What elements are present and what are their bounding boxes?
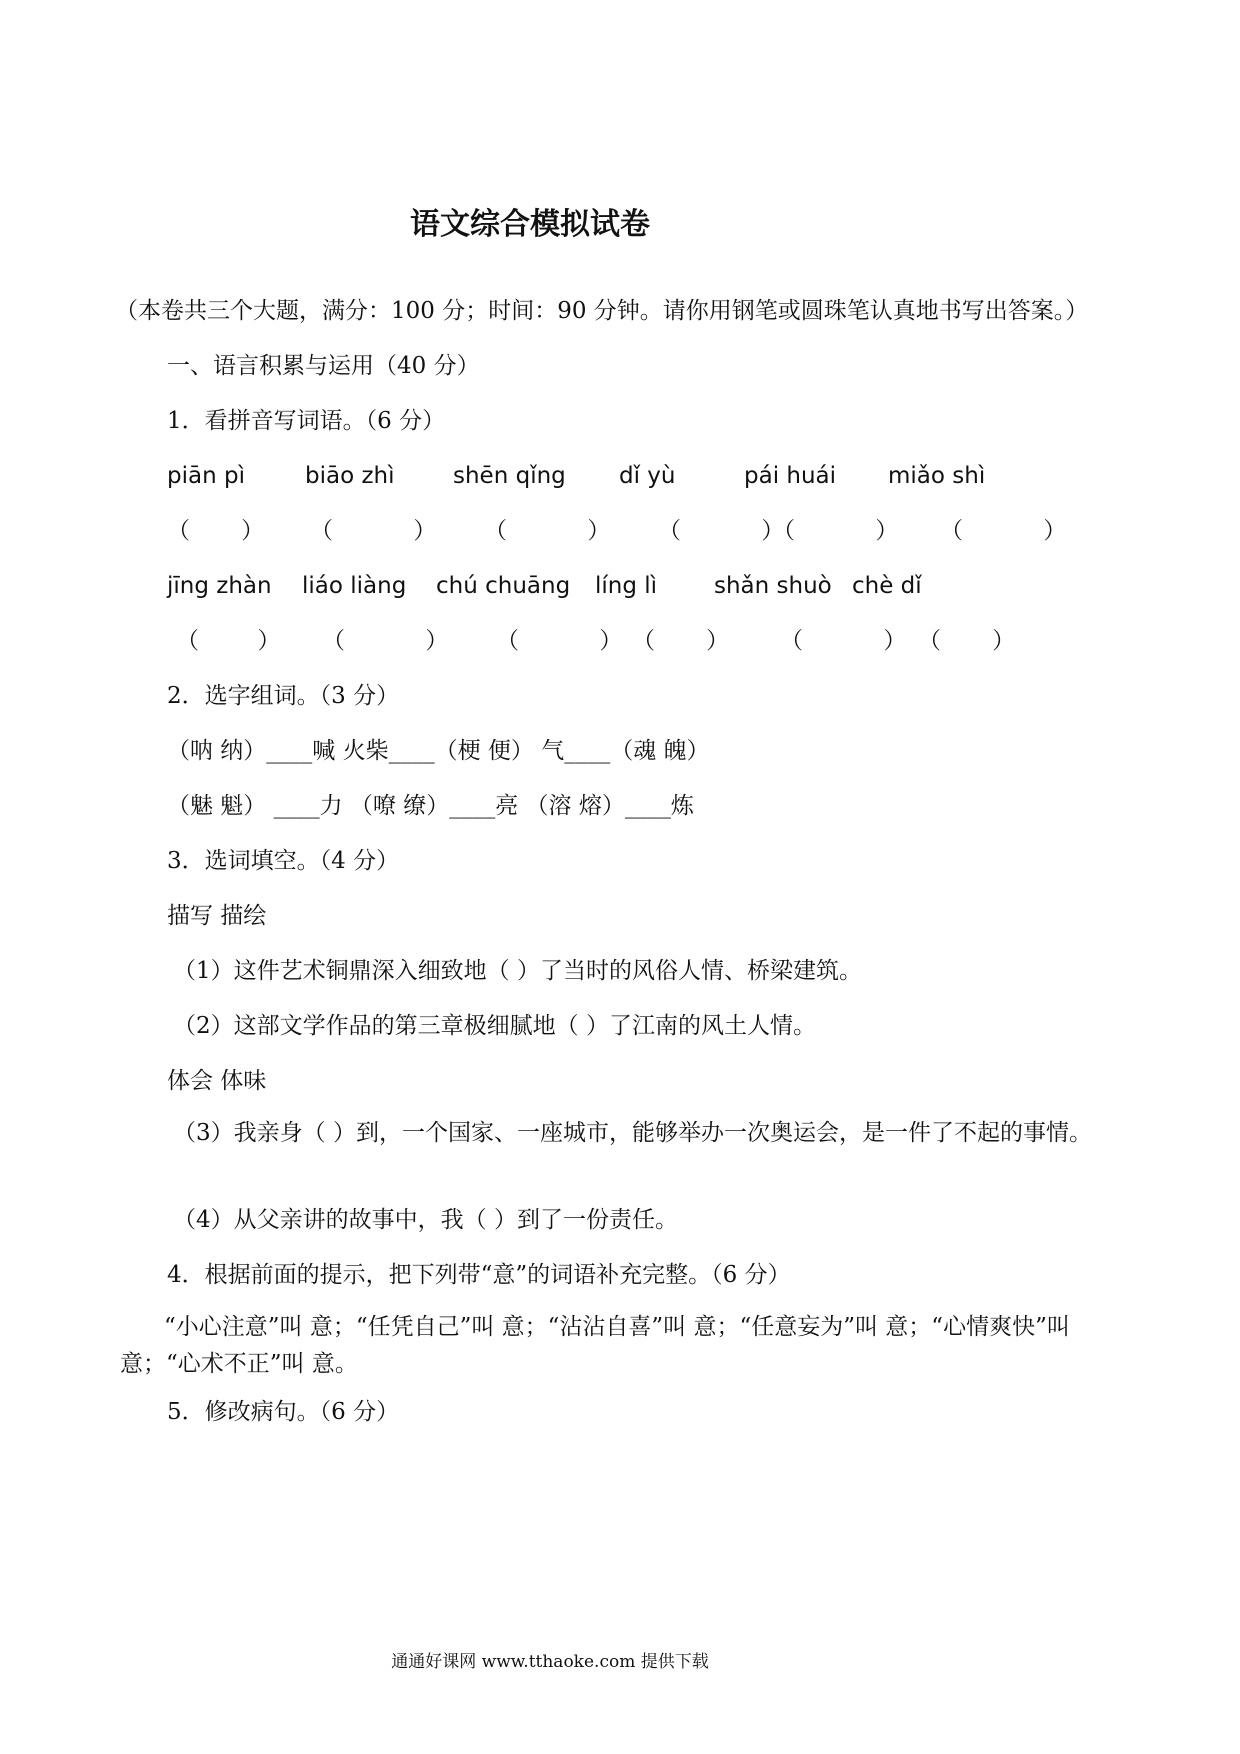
word-choices: 体会 体味 xyxy=(167,1068,267,1094)
section-heading: 一、语言积累与运用（40 分） xyxy=(167,353,480,379)
pinyin-item: jīng zhàn xyxy=(167,573,272,599)
pinyin-item: shēn qǐng xyxy=(453,463,566,489)
question-2-line: （魅 魁） ____力 （嘹 缭）____亮 （溶 熔）____炼 xyxy=(167,793,694,819)
question-3-heading: 3．选词填空。（4 分） xyxy=(167,848,400,874)
question-2-heading: 2．选字组词。（3 分） xyxy=(167,683,400,709)
question-3-sentence: （3）我亲身（ ）到，一个国家、一座城市，能够举办一次奥运会，是一件了不起的事情。 xyxy=(173,1120,1092,1146)
pinyin-item: chú chuāng xyxy=(436,573,571,599)
answer-blank[interactable]: （ ） xyxy=(167,518,265,544)
question-2-line: （呐 纳）____喊 火柴____（梗 便） 气____（魂 魄） xyxy=(167,738,710,764)
word-choices: 描写 描绘 xyxy=(167,903,267,929)
answer-blank[interactable]: （ ） xyxy=(496,628,623,654)
pinyin-item: miǎo shì xyxy=(888,463,986,489)
pinyin-item: dǐ yù xyxy=(619,463,676,489)
question-3-sentence: （2）这部文学作品的第三章极细腻地（ ）了江南的风土人情。 xyxy=(173,1013,816,1039)
pinyin-item: liáo liàng xyxy=(302,573,407,599)
question-3-sentence: （4）从父亲讲的故事中，我（ ）到了一份责任。 xyxy=(173,1207,678,1233)
answer-blank[interactable]: （ ） xyxy=(632,628,730,654)
pinyin-item: líng lì xyxy=(595,573,658,599)
answer-blank[interactable]: （ ） xyxy=(310,518,437,544)
page-footer: 通通好课网 www.tthaoke.com 提供下载 xyxy=(391,1652,709,1672)
pinyin-item: piān pì xyxy=(167,463,245,489)
answer-blank[interactable]: （ ） xyxy=(658,518,785,544)
answer-blank[interactable]: （ ） xyxy=(918,628,1016,654)
pinyin-item: shǎn shuò xyxy=(714,573,832,599)
answer-blank[interactable]: （ ） xyxy=(772,518,899,544)
page-title: 语文综合模拟试卷 xyxy=(410,207,650,242)
pinyin-item: chè dǐ xyxy=(852,573,922,599)
intro-text: （本卷共三个大题，满分：100 分；时间：90 分钟。请你用钢笔或圆珠笔认真地书写出答案。） xyxy=(115,298,1089,324)
question-5-heading: 5．修改病句。（6 分） xyxy=(167,1399,400,1425)
answer-blank[interactable]: （ ） xyxy=(780,628,907,654)
question-4-heading: 4．根据前面的提示，把下列带“意”的词语补充完整。（6 分） xyxy=(167,1262,791,1288)
pinyin-item: biāo zhì xyxy=(305,463,395,489)
answer-blank[interactable]: （ ） xyxy=(484,518,611,544)
question-1-heading: 1．看拼音写词语。（6 分） xyxy=(167,408,446,434)
answer-blank[interactable]: （ ） xyxy=(176,628,281,654)
answer-blank[interactable]: （ ） xyxy=(322,628,449,654)
question-4-body: “小心注意”叫 意；“任凭自己”叫 意；“沾沾自喜”叫 意；“任意妄为”叫 意；“心情爽快”叫 意；“心术不正”叫 意。 xyxy=(120,1314,1070,1377)
pinyin-item: pái huái xyxy=(744,463,837,489)
answer-blank[interactable]: （ ） xyxy=(940,518,1067,544)
question-3-sentence: （1）这件艺术铜鼎深入细致地（ ）了当时的风俗人情、桥梁建筑。 xyxy=(173,958,862,984)
